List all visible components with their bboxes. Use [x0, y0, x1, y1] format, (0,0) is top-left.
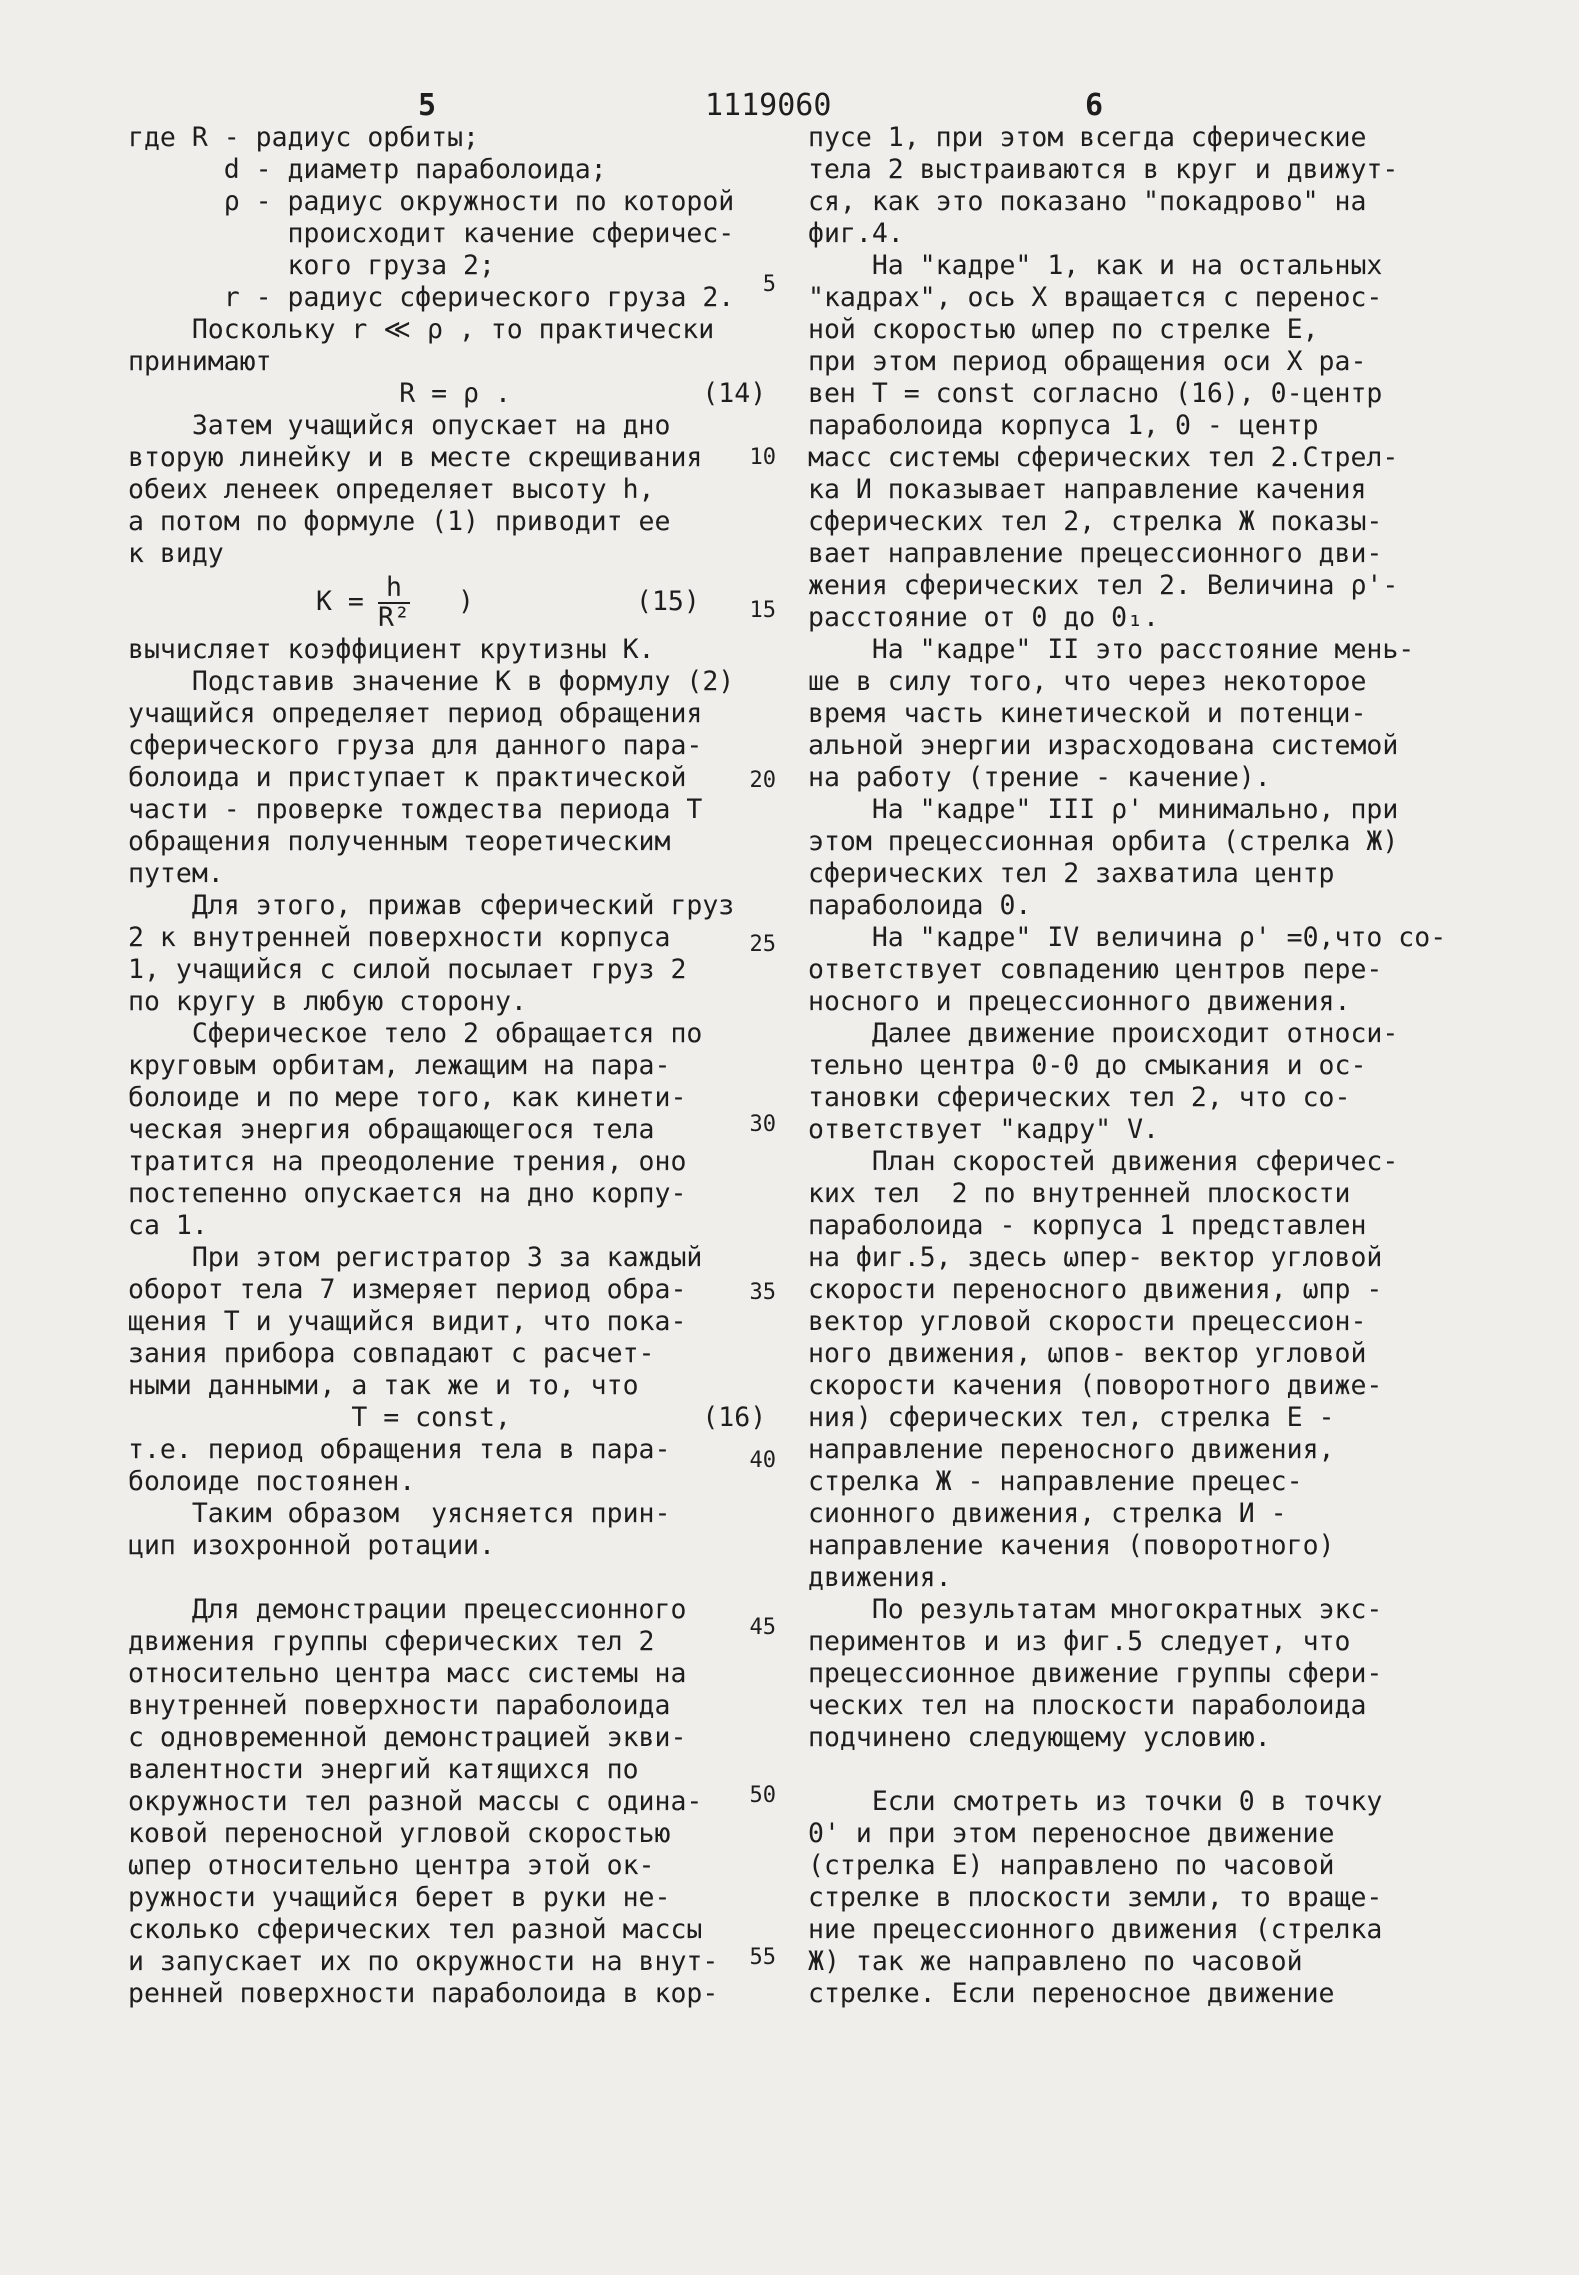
right-text-line: движения. [808, 1562, 952, 1593]
right-text-line: вен Т = const согласно (16), 0-центр [808, 378, 1383, 409]
left-text-line: обращения полученным теоретическим [128, 826, 671, 857]
left-text-line: ными данными, а так же и то, что [128, 1370, 639, 1401]
right-text-line: на фиг.5, здесь ωпер- вектор угловой [808, 1242, 1383, 1273]
right-text-line: жения сферических тел 2. Величина ρ'- [808, 570, 1399, 601]
right-text-line: сионного движения, стрелка И - [808, 1498, 1287, 1529]
line-number: 45 [749, 1615, 776, 1640]
right-text-line: ся, как это показано "покадрово" на [808, 186, 1367, 217]
left-text-line: болоиде и по мере того, как кинети- [128, 1082, 687, 1113]
left-text-line: принимают [128, 346, 272, 377]
left-text-line: валентности энергий катящихся по [128, 1754, 639, 1785]
right-text-line: На "кадре" IV величина ρ' =0,что со- [808, 922, 1447, 953]
left-text-line: щения Т и учащийся видит, что пока- [128, 1306, 687, 1337]
right-text-line: "кадрах", ось Х вращается с перенос- [808, 282, 1383, 313]
left-text-line: d - диаметр параболоида; [128, 154, 607, 185]
right-text-line: ка И показывает направление качения [808, 474, 1367, 505]
right-text-line: (стрелка Е) направлено по часовой [808, 1850, 1335, 1881]
line-number: 30 [749, 1112, 776, 1137]
left-text-line: части - проверке тождества периода Т [128, 794, 703, 825]
left-text-line: т.е. период обращения тела в пара- [128, 1434, 671, 1465]
right-text-line: скорости качения (поворотного движе- [808, 1370, 1383, 1401]
left-text-line: относительно центра масс системы на [128, 1658, 687, 1689]
right-text-line: ше в силу того, что через некоторое [808, 666, 1367, 697]
left-text-line: Подставив значение К в формулу (2) [128, 666, 735, 697]
line-number: 10 [749, 445, 776, 470]
left-text-line: к виду [128, 538, 224, 569]
right-text-line: стрелке. Если переносное движение [808, 1978, 1335, 2009]
left-text-line: Т = const, (16) [128, 1402, 767, 1433]
right-text-line: ответствует "кадру" V. [808, 1114, 1159, 1145]
left-text-line: оборот тела 7 измеряет период обра- [128, 1274, 687, 1305]
left-text-line: сферического груза для данного пара- [128, 730, 703, 761]
right-text-line: расстояние от 0 до 0₁. [808, 602, 1159, 633]
right-text-line: время часть кинетической и потенци- [808, 698, 1367, 729]
line-number: 55 [749, 1945, 776, 1970]
line-number: 50 [749, 1783, 776, 1808]
left-text-line: 1, учащийся с силой посылает груз 2 [128, 954, 687, 985]
left-text-line: с одновременной демонстрацией экви- [128, 1722, 687, 1753]
left-text-line: Поскольку r ≪ ρ , то практически [128, 314, 715, 345]
line-number: 15 [749, 598, 776, 623]
left-column [128, 122, 766, 2010]
left-text-line: Затем учащийся опускает на дно [128, 410, 671, 441]
right-text-line: альной энергии израсходована системой [808, 730, 1399, 761]
right-text-line: носного и прецессионного движения. [808, 986, 1351, 1017]
right-text-line: параболоида - корпуса 1 представлен [808, 1210, 1367, 1241]
right-text-line: вает направление прецессионного дви- [808, 538, 1383, 569]
right-text-line: ного движения, ωпов- вектор угловой [808, 1338, 1367, 1369]
left-text-line: ковой переносной угловой скоростью [128, 1818, 671, 1849]
left-text-line: болоиде постоянен. [128, 1466, 416, 1497]
left-text-line: 2 к внутренней поверхности корпуса [128, 922, 671, 953]
left-text-line: кого груза 2; [128, 250, 495, 281]
right-column [808, 122, 1446, 2010]
left-text-line: ρ - радиус окружности по которой [128, 186, 735, 217]
left-text-line: учащийся определяет период обращения [128, 698, 703, 729]
right-text-line: стрелке в плоскости земли, то враще- [808, 1882, 1383, 1913]
line-number: 5 [762, 272, 776, 297]
left-text-line: цип изохронной ротации. [128, 1530, 495, 1561]
left-text-line: постепенно опускается на дно корпу- [128, 1178, 687, 1209]
left-text-line: ружности учащийся берет в руки не- [128, 1882, 671, 1913]
left-text-line: круговым орбитам, лежащим на пара- [128, 1050, 671, 1081]
left-text-line [128, 1562, 766, 1594]
line-number: 40 [749, 1448, 776, 1473]
right-text-line: ной скоростью ωпер по стрелке Е, [808, 314, 1319, 345]
right-text-line: Если смотреть из точки 0 в точку [808, 1786, 1383, 1817]
right-text-line [808, 1754, 1446, 1786]
right-text-line: 0' и при этом переносное движение [808, 1818, 1335, 1849]
line-number: 20 [749, 768, 776, 793]
left-text-line: обеих ленеек определяет высоту h, [128, 474, 655, 505]
right-text-line: вектор угловой скорости прецессион- [808, 1306, 1367, 1337]
right-text-line: Далее движение происходит относи- [808, 1018, 1399, 1049]
left-text-line: R = ρ . (14) [128, 378, 767, 409]
left-text-line: При этом регистратор 3 за каждый [128, 1242, 703, 1273]
left-text-line: Для демонстрации прецессионного [128, 1594, 687, 1625]
left-text-line: по кругу в любую сторону. [128, 986, 527, 1017]
right-text-line: тела 2 выстраиваются в круг и движут- [808, 154, 1399, 185]
page-number-left: 5 [418, 88, 437, 123]
right-text-line: периментов и из фиг.5 следует, что [808, 1626, 1351, 1657]
right-text-line: прецессионное движение группы сфери- [808, 1658, 1383, 1689]
right-text-line: при этом период обращения оси Х ра- [808, 346, 1367, 377]
right-text-line: ответствует совпадению центров пере- [808, 954, 1383, 985]
left-text-line: сколько сферических тел разной массы [128, 1914, 703, 1945]
right-text-line: ния) сферических тел, стрелка Е - [808, 1402, 1335, 1433]
left-text-line: вычисляет коэффициент крутизны К. [128, 634, 655, 665]
left-text-line: ческая энергия обращающегося тела [128, 1114, 655, 1145]
right-text-line: параболоида 0. [808, 890, 1032, 921]
right-text-line: тельно центра 0-0 до смыкания и ос- [808, 1050, 1367, 1081]
right-text-line: фиг.4. [808, 218, 904, 249]
right-text-line: На "кадре" II это расстояние мень- [808, 634, 1415, 665]
right-text-line: сферических тел 2, стрелка Ж показы- [808, 506, 1383, 537]
right-text-line: пусе 1, при этом всегда сферические [808, 122, 1367, 153]
formula-fraction [378, 574, 410, 632]
left-text-line: где R - радиус орбиты; [128, 122, 479, 153]
line-number: 35 [749, 1280, 776, 1305]
fraction-numerator: h [378, 574, 410, 604]
right-text-line: масс системы сферических тел 2.Стрел- [808, 442, 1399, 473]
right-text-line: План скоростей движения сферичес- [808, 1146, 1399, 1177]
left-text-line: r - радиус сферического груза 2. [128, 282, 735, 313]
right-text-line: По результатам многократных экс- [808, 1594, 1383, 1625]
formula-number: (15) [636, 586, 700, 617]
right-text-line: На "кадре" III ρ' минимально, при [808, 794, 1399, 825]
left-text-line: а потом по формуле (1) приводит ее [128, 506, 671, 537]
left-text-line: ωпер относительно центра этой ок- [128, 1850, 655, 1881]
right-text-line: ние прецессионного движения (стрелка [808, 1914, 1383, 1945]
left-text-line: Таким образом уясняется прин- [128, 1498, 671, 1529]
right-text-line: параболоида корпуса 1, 0 - центр [808, 410, 1319, 441]
left-text-line: болоида и приступает к практической [128, 762, 687, 793]
right-text-line: сферических тел 2 захватила центр [808, 858, 1335, 889]
right-text-line: На "кадре" 1, как и на остальных [808, 250, 1383, 281]
right-text-line: направление качения (поворотного) [808, 1530, 1335, 1561]
left-text-line: движения группы сферических тел 2 [128, 1626, 655, 1657]
line-number: 25 [749, 932, 776, 957]
fraction-denominator: R² [378, 602, 410, 633]
left-text-line: Для этого, прижав сферический груз [128, 890, 735, 921]
page-number-right: 6 [1085, 88, 1104, 123]
left-text-line: зания прибора совпадают с расчет- [128, 1338, 655, 1369]
formula-tail: ) [458, 586, 474, 617]
left-text-line: путем. [128, 858, 224, 889]
left-text-line: ренней поверхности параболоида в кор- [128, 1978, 719, 2009]
right-text-line: этом прецессионная орбита (стрелка Ж) [808, 826, 1399, 857]
left-text-line: тратится на преодоление трения, оно [128, 1146, 687, 1177]
formula-15 [128, 570, 728, 634]
left-text-line: и запускает их по окружности на внут- [128, 1946, 719, 1977]
right-text-line: подчинено следующему условию. [808, 1722, 1271, 1753]
right-text-line: Ж) так же направлено по часовой [808, 1946, 1303, 1977]
formula-lhs: К = [316, 586, 364, 617]
right-text-line: ческих тел на плоскости параболоида [808, 1690, 1367, 1721]
right-text-line: стрелка Ж - направление прецес- [808, 1466, 1303, 1497]
right-text-line: направление переносного движения, [808, 1434, 1335, 1465]
left-text-line: внутренней поверхности параболоида [128, 1690, 671, 1721]
left-text-line: происходит качение сферичес- [128, 218, 735, 249]
left-text-line: са 1. [128, 1210, 208, 1241]
right-text-line: тановки сферических тел 2, что со- [808, 1082, 1351, 1113]
left-text-line: окружности тел разной массы с одина- [128, 1786, 703, 1817]
left-text-line: Сферическое тело 2 обращается по [128, 1018, 703, 1049]
left-text-line: вторую линейку и в месте скрещивания [128, 442, 703, 473]
right-text-line: на работу (трение - качение). [808, 762, 1271, 793]
patent-number: 1119060 [705, 88, 832, 123]
right-text-line: ких тел 2 по внутренней плоскости [808, 1178, 1351, 1209]
right-text-line: скорости переносного движения, ωпр - [808, 1274, 1383, 1305]
